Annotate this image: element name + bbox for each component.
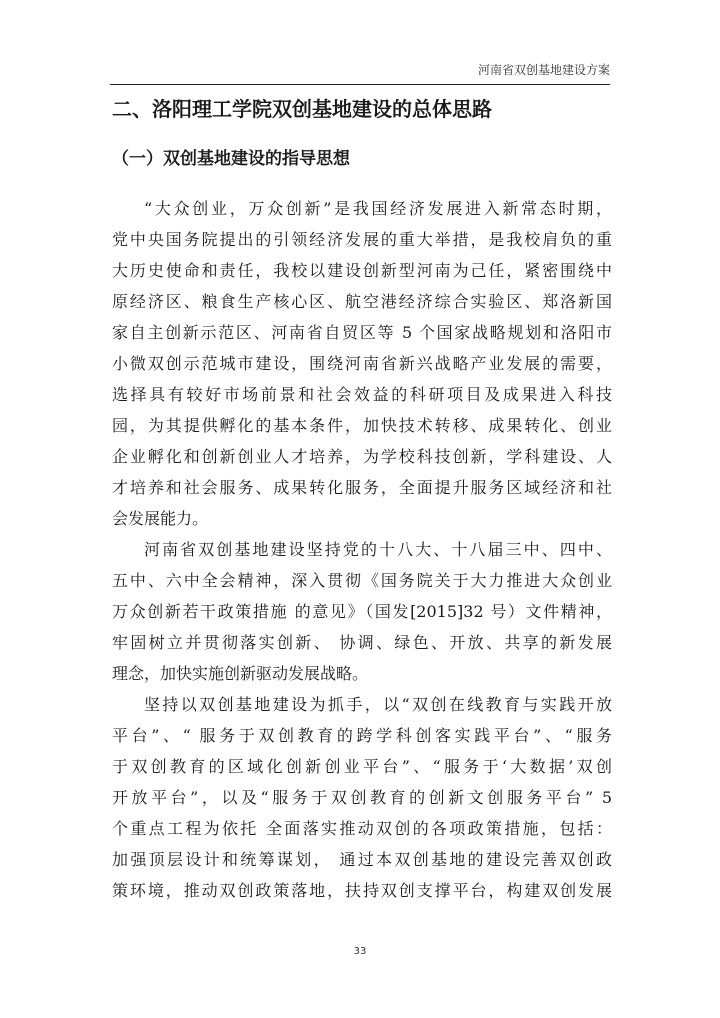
paragraph-line: 理念，加快实施创新驱动发展战略。 (112, 664, 369, 683)
paragraph-line: 园，为其提供孵化的基本条件，加快技术转移、成果转化、创业 (112, 416, 612, 435)
paragraph-line: 万众创新若干政策措施 的意见》（国发[2015]32 号）文件精神， (112, 602, 612, 621)
paragraph-line: 选择具有较好市场前景和社会效益的科研项目及成果进入科技 (112, 385, 612, 404)
paragraph-line: 家自主创新示范区、河南省自贸区等 5 个国家战略规划和洛阳市 (112, 323, 612, 342)
paragraph-line: 个重点工程为依托 全面落实推动双创的各项政策措施，包括： (112, 819, 612, 838)
paragraph-line: 大历史使命和责任，我校以建设创新型河南为己任，紧密围绕中 (112, 261, 612, 280)
paragraph-line: 开放平台”，以及“服务于双创教育的创新文创服务平台” 5 (112, 788, 612, 807)
paragraph-line: 五中、六中全会精神，深入贯彻《国务院关于大力推进大众创业 (112, 571, 612, 590)
paragraph-line: 牢固树立并贯彻落实创新、 协调、绿色、开放、共享的新发展 (112, 633, 612, 652)
paragraph-party-spirit (112, 534, 612, 689)
page-number: 33 (353, 946, 367, 957)
running-header (110, 62, 610, 85)
paragraph-key-projects (112, 689, 612, 906)
paragraph-line: “大众创业，万众创新”是我国经济发展进入新常态时期， (144, 199, 612, 218)
section-heading: 二、洛阳理工学院双创基地建设的总体思路 (112, 97, 492, 121)
paragraph-line: 企业孵化和创新创业人才培养，为学校科技创新，学科建设、人 (112, 447, 612, 466)
paragraph-line: 于双创教育的区域化创新创业平台”、“服务于‘大数据’双创 (112, 757, 612, 776)
body-text (112, 193, 612, 906)
subsection-heading: （一）双创基地建设的指导思想 (112, 149, 350, 169)
paragraph-line: 河南省双创基地建设坚持党的十八大、十八届三中、四中、 (144, 540, 612, 559)
paragraph-line: 坚持以双创基地建设为抓手，以“双创在线教育与实践开放 (144, 695, 612, 714)
paragraph-line: 小微双创示范城市建设，围绕河南省新兴战略产业发展的需要， (112, 354, 612, 373)
paragraph-line: 平台”、“ 服务于双创教育的跨学科创客实践平台”、“服务 (112, 726, 612, 745)
paragraph-line: 加强顶层设计和统筹谋划， 通过本双创基地的建设完善双创政 (112, 850, 612, 869)
paragraph-line: 党中央国务院提出的引领经济发展的重大举措，是我校肩负的重 (112, 230, 612, 249)
paragraph-line: 会发展能力。 (112, 509, 209, 528)
paragraph-line: 策环境，推动双创政策落地，扶持双创支撑平台，构建双创发展 (112, 881, 612, 900)
paragraph-line: 原经济区、粮食生产核心区、航空港经济综合实验区、郑洛新国 (112, 292, 612, 311)
paragraph-line: 才培养和社会服务、成果转化服务，全面提升服务区域经济和社 (112, 478, 612, 497)
paragraph-guiding-ideology (112, 193, 612, 534)
running-header-title: 河南省双创基地建设方案 (477, 63, 610, 77)
